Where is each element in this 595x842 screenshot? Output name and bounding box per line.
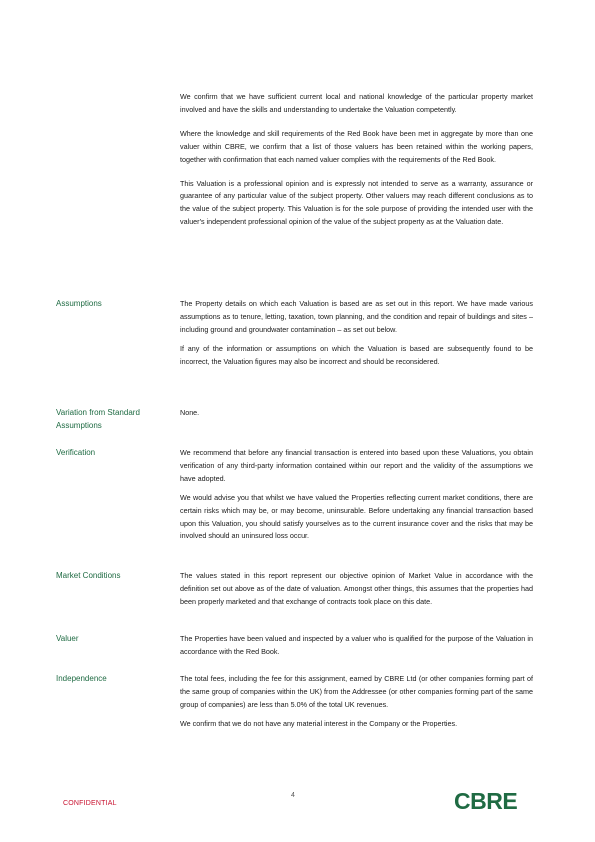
section-paragraph: We confirm that we do not have any material interest in the Company or the Properties.: [180, 718, 458, 728]
section-body: [180, 633, 533, 665]
section-paragraph: The Properties have been valued and inspected by a valuer who is qualified for the purpose of the Valuation in accordance with the Red Book.: [180, 634, 533, 656]
section-body: [180, 570, 533, 615]
section-body: [180, 298, 533, 375]
section-body: [180, 673, 533, 737]
cbre-logo: CBRE: [454, 788, 518, 814]
section-body: [180, 407, 533, 426]
section-heading: Market Conditions: [56, 571, 121, 580]
section-paragraph: If any of the information or assumptions on which the Valuation is based are subsequently found to be incorrect, the Valuation figures may also be incorrect and should be reconsidered.: [180, 343, 533, 366]
section-paragraph: We would advise you that whilst we have valued the Properties reflecting current market conditions, there are certain risks which may be, or may become, uninsurable. Before undertaking any financial transaction based upon this Valuation, you should satisfy yourselves as to the current insurance cover and the risks that may be involved should an uninsured loss occur.: [180, 492, 533, 541]
section-paragraph: The total fees, including the fee for this assignment, earned by CBRE Ltd (or other companies forming part of the same group of companies within the UK) from the Addressee (or other companies forming part of the same group of companies) are less than 5.0% of the total UK revenues.: [180, 674, 533, 709]
section-paragraph: None.: [180, 408, 200, 417]
intro-paragraph: This Valuation is a professional opinion and is expressly not intended to serve as a warranty, assurance or guarantee of any particular value of the subject property. Other valuers may reach different conclusions as to the value of the subject property. This Valuation is for the sole purpose of providing the intended user with the valuer's independent professional opinion of the value of the subject property as at the Valuation date.: [180, 178, 533, 227]
section-heading: Verification: [56, 448, 96, 457]
section-body: [180, 447, 533, 549]
section-paragraph: The Property details on which each Valuation is based are as set out in this report. We have made various assumptions as to tenure, letting, taxation, town planning, and the condition and repair of buildings and sites – including ground and groundwater contamination – as set out below.: [180, 299, 533, 334]
section-heading: Assumptions: [56, 299, 102, 308]
section-heading: Valuer: [56, 634, 79, 643]
section-paragraph: The values stated in this report represent our objective opinion of Market Value in accordance with the definition set out above as of the date of valuation. Amongst other things, this assumes that the properties had been properly marketed and that exchange of contracts took place on this date.: [180, 571, 533, 606]
intro-text: [180, 91, 533, 240]
intro-paragraph: Where the knowledge and skill requirements of the Red Book have been met in aggregate by more than one valuer within CBRE, we confirm that a list of those valuers has been retained within the working papers, together with confirmation that each named valuer complies with the requirements of the Red Book.: [180, 128, 533, 164]
page-number: 4: [291, 792, 295, 799]
intro-paragraph: We confirm that we have sufficient current local and national knowledge of the particular property market involved and have the skills and understanding to undertake the Valuation competently.: [180, 92, 533, 114]
section-paragraph: We recommend that before any financial transaction is entered into based upon these Valuations, you obtain verification of any third-party information contained within our report and the validity of the assumptions we have adopted.: [180, 448, 533, 483]
section-heading: Variation from Standard Assumptions: [56, 408, 140, 430]
confidential-label: CONFIDENTIAL: [63, 800, 117, 807]
section-heading: Independence: [56, 674, 107, 683]
